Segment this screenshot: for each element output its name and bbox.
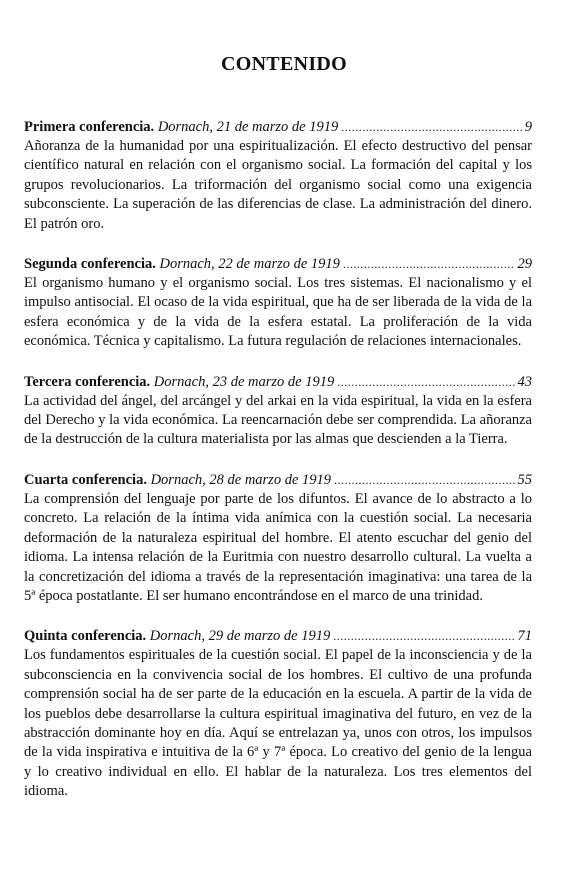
dot-leader — [343, 254, 515, 274]
contents-entry — [24, 254, 532, 352]
page-title: CONTENIDO — [220, 53, 348, 75]
entry-date: Dornach, 29 de marzo de 1919 — [149, 628, 331, 645]
entry-page-number: 71 — [517, 628, 532, 645]
entry-page-number: 55 — [517, 471, 532, 488]
dot-leader — [333, 626, 514, 646]
entry-summary: La comprensión del lenguaje por parte de los difuntos. El avance de lo abstracto a lo concreto. La relación de la íntima vida anímica con la cuestión social. La necesaria deformación de la naturaleza espiritual del hombre. El atento escuchar del genio del idioma. La intensa relación de la Euritmia con nuestro desarrollo cultural. La vuelta a la concretización del idioma a través de la representación imaginativa: una tarea de la 5ª época postatlante. El ser humano encontrándose en el marco de una trinidad. — [24, 490, 532, 604]
contents-entry — [24, 117, 532, 234]
entry-summary: La actividad del ángel, del arcángel y del arkai en la vida espiritual, la vida en la esfera del Derecho y la vida económica. La reencarnación debe ser comprendida. La añoranza de la destrucción de la cultura materialista por las almas que descienden a la Tierra. — [24, 392, 532, 448]
entry-summary: Añoranza de la humanidad por una espiritualización. El efecto destructivo del pensar científico natural en relación con el organismo social. La formación del capital y los grupos revolucionarios. La triformación del organismo social como una exigencia subconsciente. La superación de las diferencias de clase. La administración del dinero. El patrón oro. — [24, 138, 532, 232]
entry-summary: El organismo humano y el organismo social. Los tres sistemas. El nacionalismo y el impulso antisocial. El ocaso de la vida espiritual, que ha de ser liberada de la vida de la esfera económica y de la vida de la esfera estatal. La proliferación de la vida económica. Técnica y capitalismo. La futura regulación de relaciones internacionales. — [24, 275, 532, 350]
dot-leader — [341, 117, 522, 137]
entry-heading — [24, 372, 532, 392]
contents-list — [24, 117, 532, 822]
entry-label: Cuarta conferencia. — [24, 471, 147, 488]
entry-page-number: 29 — [517, 256, 532, 273]
dot-leader — [337, 372, 514, 392]
entry-page-number: 9 — [524, 119, 532, 135]
entry-summary: Los fundamentos espirituales de la cuestión social. El papel de la inconsciencia y de la subconsciencia en la convivencia social de los hombres. El cultivo de una profunda comprensión social ha de ser parte de la educación en la escuela. A partir de la vida de los pueblos debe desarrollarse la cultura espiritual imaginativa del futuro, en vez de la abstracción dominante hoy en día. Aquí se entrelazan ya, unos con otros, los impulsos de la vida inspirativa e intuitiva de la 6ª y 7ª época. Lo creativo del genio de la lengua y lo creativo individual en ello. El hablar de la naturaleza. Los tres elementos del idioma. — [24, 647, 532, 800]
entry-heading — [24, 117, 532, 137]
contents-entry — [24, 626, 532, 801]
entry-heading — [24, 470, 532, 490]
entry-heading — [24, 254, 532, 274]
contents-entry — [24, 372, 532, 450]
entry-label: Primera conferencia. — [24, 119, 155, 135]
entry-date: Dornach, 21 de marzo de 1919 — [157, 119, 339, 135]
entry-date: Dornach, 23 de marzo de 1919 — [153, 373, 335, 390]
entry-date: Dornach, 28 de marzo de 1919 — [150, 471, 332, 488]
entry-label: Tercera conferencia. — [24, 373, 151, 390]
entry-label: Quinta conferencia. — [24, 628, 147, 645]
entry-label: Segunda conferencia. — [24, 256, 156, 273]
entry-page-number: 43 — [517, 373, 532, 390]
contents-entry — [24, 470, 532, 606]
entry-heading — [24, 626, 532, 646]
entry-date: Dornach, 22 de marzo de 1919 — [159, 256, 340, 273]
dot-leader — [334, 470, 514, 490]
